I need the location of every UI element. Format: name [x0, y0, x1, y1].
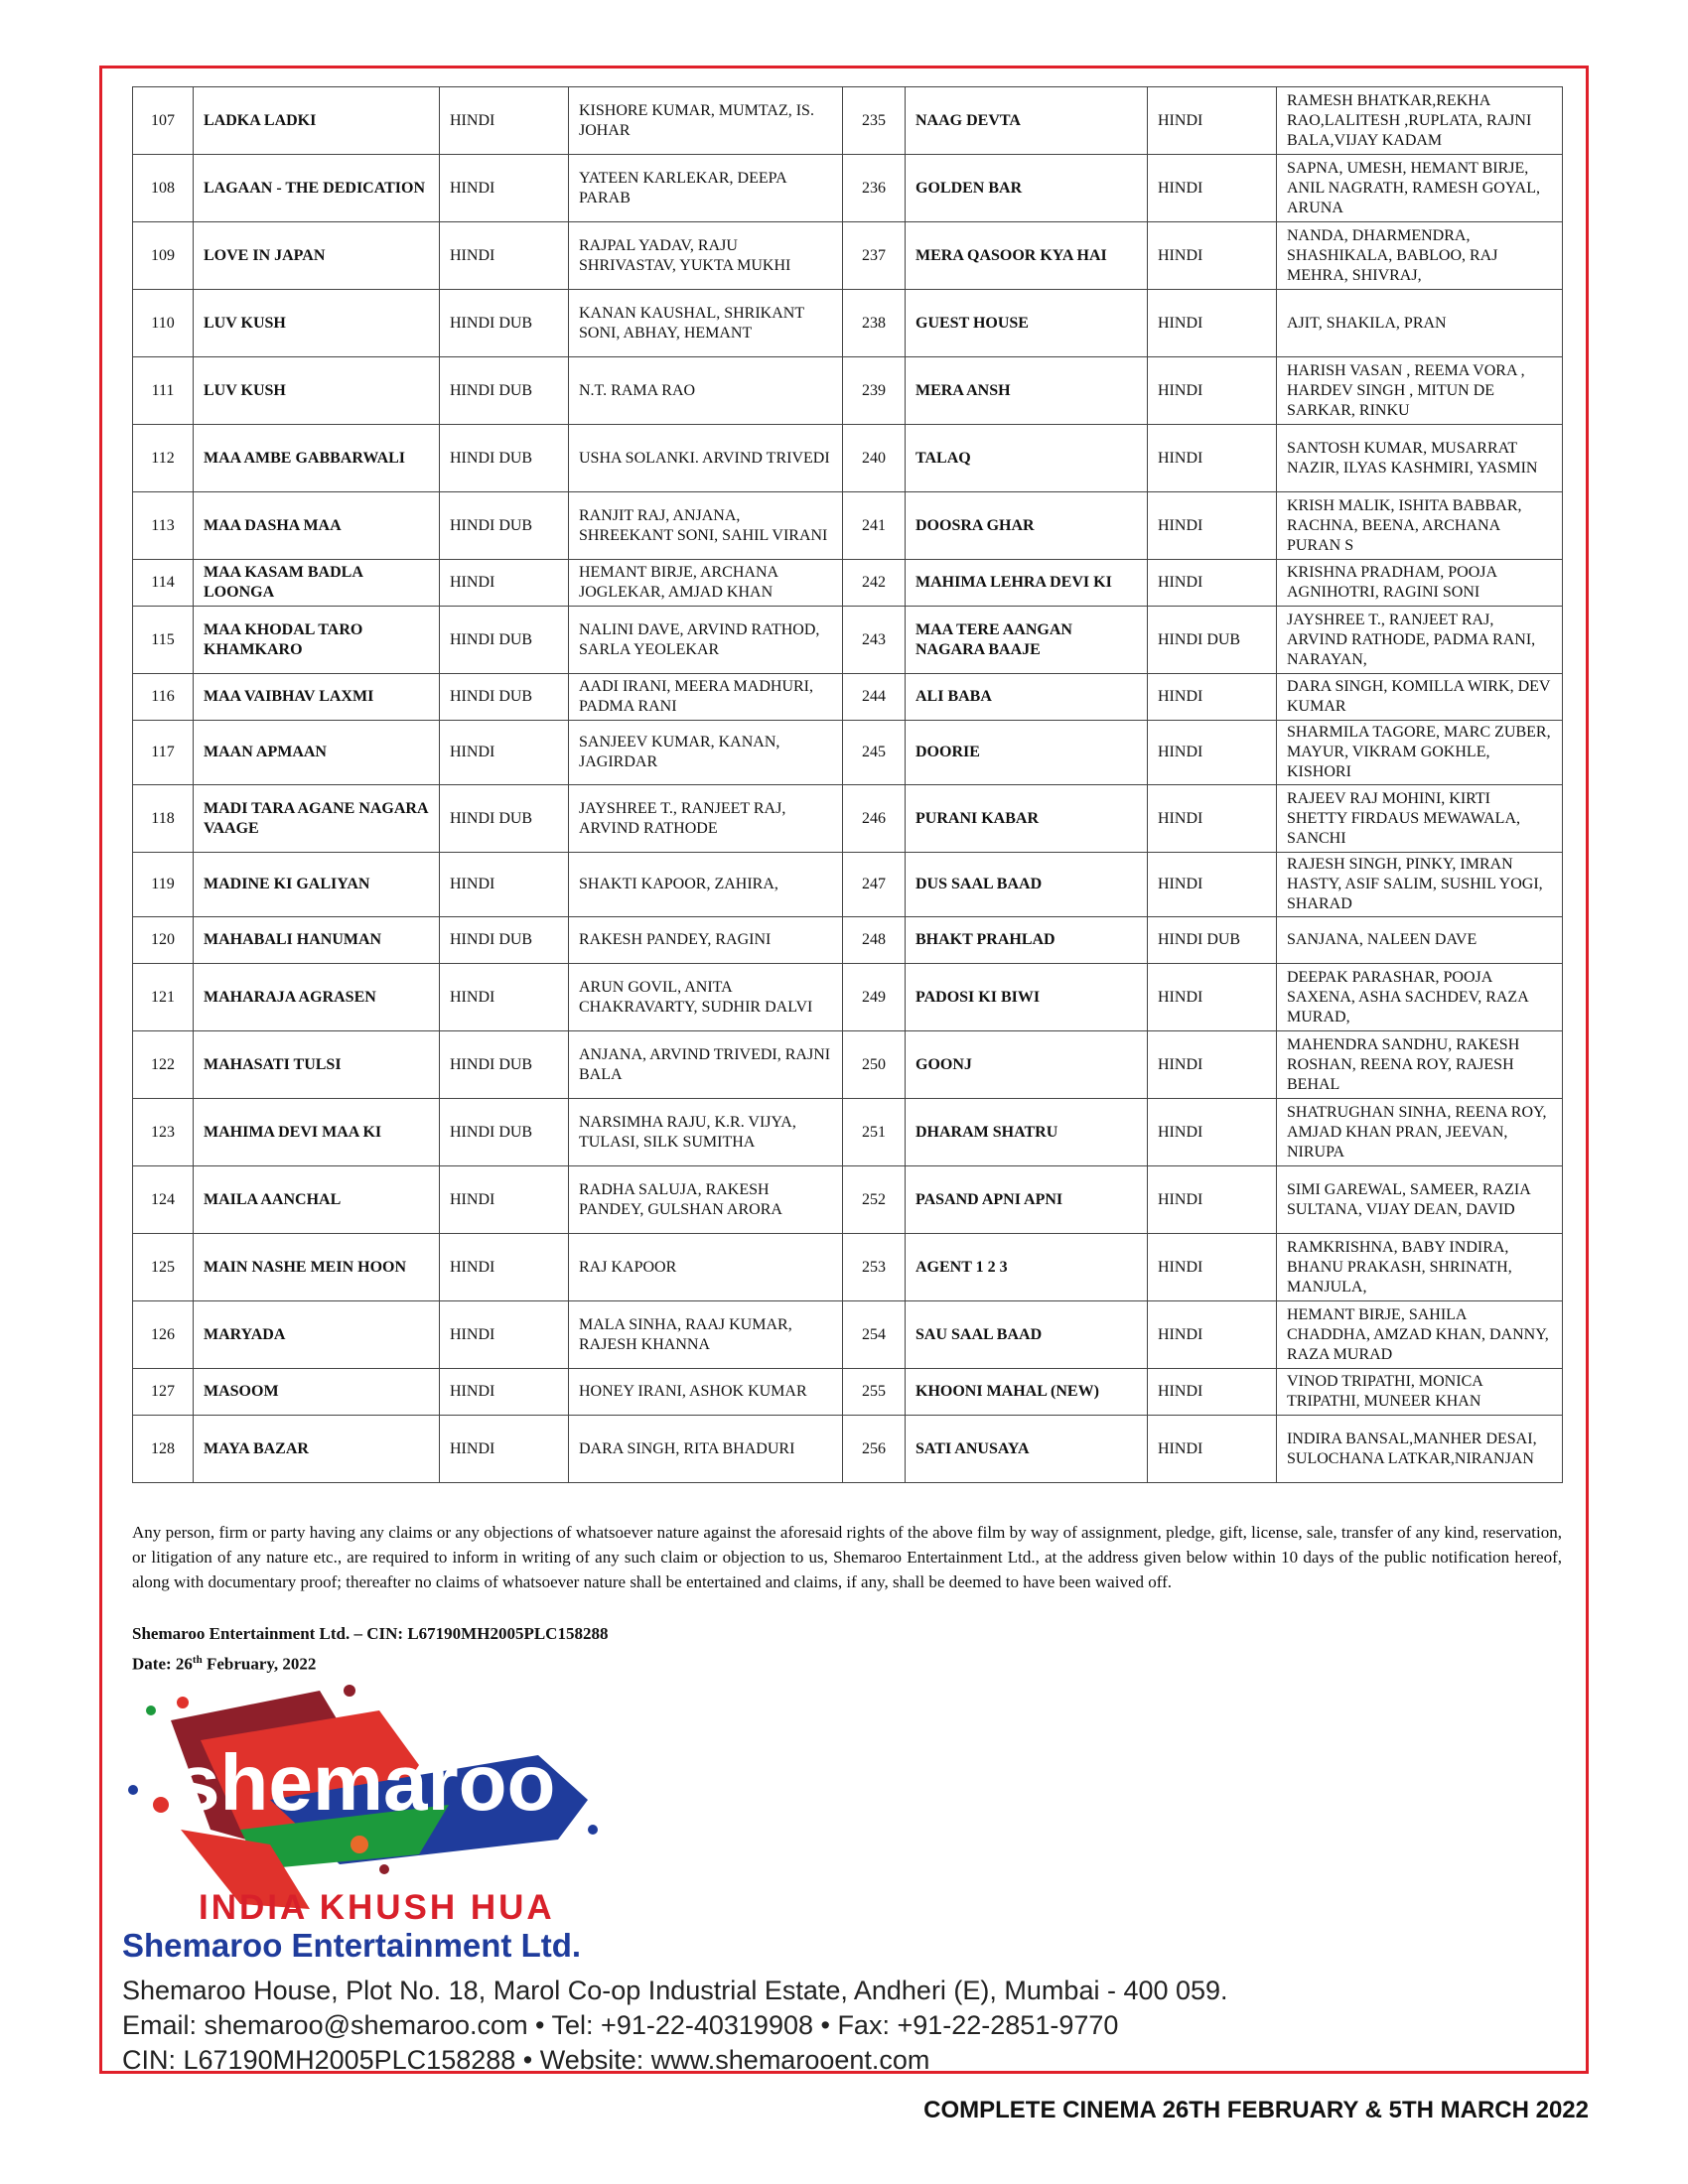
logo-dot: [153, 1797, 169, 1813]
claims-notice: Any person, firm or party having any claims or any objections of whatsoever nature against the aforesaid rights of the above film by way of assignment, pledge, gift, license, sale, transfer of any kind, reservation, or litigation of any nature etc., are required to inform in writing of any such claim or objection to us, Shemaroo Entertainment Ltd., at the address given below within 10 days of the public notification hereof, along with documentary proof; thereafter no claims of whatsoever nature shall be entertained and claims, if any, shall be deemed to have been waived off.: [132, 1523, 1562, 1591]
film-cast: DEEPAK PARASHAR, POOJA SAXENA, ASHA SACHDEV, RAZA MURAD,: [1277, 964, 1563, 1031]
table-row: [133, 674, 1563, 721]
film-number: 244: [843, 674, 906, 721]
film-number: 114: [133, 560, 194, 607]
film-cast: JAYSHREE T., RANJEET RAJ, ARVIND RATHODE: [569, 785, 843, 853]
table-row: [133, 917, 1563, 964]
film-cast: JAYSHREE T., RANJEET RAJ, ARVIND RATHODE, PADMA RANI, NARAYAN,: [1277, 607, 1563, 674]
film-title: SATI ANUSAYA: [906, 1416, 1148, 1483]
film-number: 126: [133, 1301, 194, 1369]
film-title: DHARAM SHATRU: [906, 1099, 1148, 1166]
film-title: LAGAAN - THE DEDICATION: [194, 155, 440, 222]
film-number: 110: [133, 290, 194, 357]
film-cast: HARISH VASAN , REEMA VORA , HARDEV SINGH , MITUN DE SARKAR, RINKU: [1277, 357, 1563, 425]
film-number: 118: [133, 785, 194, 853]
film-language: HINDI DUB: [440, 674, 569, 721]
film-cast: SANJANA, NALEEN DAVE: [1277, 917, 1563, 964]
table-row: [133, 87, 1563, 155]
film-title: MAHABALI HANUMAN: [194, 917, 440, 964]
film-title: MAILA AANCHAL: [194, 1166, 440, 1234]
film-language: HINDI: [440, 1301, 569, 1369]
film-cast: RAKESH PANDEY, RAGINI: [569, 917, 843, 964]
film-number: 119: [133, 853, 194, 917]
film-number: 255: [843, 1369, 906, 1416]
film-language: HINDI: [440, 222, 569, 290]
table-row: [133, 222, 1563, 290]
film-language: HINDI: [1148, 1166, 1277, 1234]
film-title: MAHARAJA AGRASEN: [194, 964, 440, 1031]
film-title: MAA VAIBHAV LAXMI: [194, 674, 440, 721]
film-language: HINDI DUB: [1148, 607, 1277, 674]
film-number: 240: [843, 425, 906, 492]
notice-date: Date: 26th February, 2022: [132, 1654, 317, 1674]
film-cast: RAJ KAPOOR: [569, 1234, 843, 1301]
film-cast: ARUN GOVIL, ANITA CHAKRAVARTY, SUDHIR DALVI: [569, 964, 843, 1031]
table-row: [133, 290, 1563, 357]
film-number: 254: [843, 1301, 906, 1369]
film-number: 252: [843, 1166, 906, 1234]
film-title: LUV KUSH: [194, 290, 440, 357]
film-title: GOONJ: [906, 1031, 1148, 1099]
film-cast: RAJEEV RAJ MOHINI, KIRTI SHETTY FIRDAUS MEWAWALA, SANCHI: [1277, 785, 1563, 853]
film-title: LOVE IN JAPAN: [194, 222, 440, 290]
table-row: [133, 425, 1563, 492]
table-row: [133, 560, 1563, 607]
film-number: 109: [133, 222, 194, 290]
film-number: 128: [133, 1416, 194, 1483]
logo-dot: [177, 1697, 189, 1708]
film-number: 248: [843, 917, 906, 964]
film-cast: AJIT, SHAKILA, PRAN: [1277, 290, 1563, 357]
film-language: HINDI DUB: [440, 1031, 569, 1099]
film-language: HINDI: [440, 155, 569, 222]
film-number: 125: [133, 1234, 194, 1301]
film-title: DOOSRA GHAR: [906, 492, 1148, 560]
film-language: HINDI: [1148, 1234, 1277, 1301]
film-title: KHOONI MAHAL (NEW): [906, 1369, 1148, 1416]
film-cast: YATEEN KARLEKAR, DEEPA PARAB: [569, 155, 843, 222]
film-cast: NANDA, DHARMENDRA, SHASHIKALA, BABLOO, RAJ MEHRA, SHIVRAJ,: [1277, 222, 1563, 290]
film-number: 121: [133, 964, 194, 1031]
film-language: HINDI: [440, 87, 569, 155]
company-address: Shemaroo House, Plot No. 18, Marol Co-op Industrial Estate, Andheri (E), Mumbai - 400 059.: [122, 1976, 1228, 2005]
film-title: MAA DASHA MAA: [194, 492, 440, 560]
film-language: HINDI: [440, 721, 569, 785]
film-title: ALI BABA: [906, 674, 1148, 721]
film-title: SAU SAAL BAAD: [906, 1301, 1148, 1369]
film-cast: RANJIT RAJ, ANJANA, SHREEKANT SONI, SAHIL VIRANI: [569, 492, 843, 560]
film-cast: SHAKTI KAPOOR, ZAHIRA,: [569, 853, 843, 917]
film-cast: RADHA SALUJA, RAKESH PANDEY, GULSHAN ARORA: [569, 1166, 843, 1234]
film-title: MADI TARA AGANE NAGARA VAAGE: [194, 785, 440, 853]
film-language: HINDI DUB: [440, 917, 569, 964]
film-language: HINDI: [1148, 964, 1277, 1031]
film-cast: RAJESH SINGH, PINKY, IMRAN HASTY, ASIF SALIM, SUSHIL YOGI, SHARAD: [1277, 853, 1563, 917]
logo-dot: [146, 1706, 156, 1715]
publication-footer: COMPLETE CINEMA 26TH FEBRUARY & 5TH MARCH 2022: [923, 2097, 1589, 2123]
film-number: 247: [843, 853, 906, 917]
film-cast: KRISHNA PRADHAM, POOJA AGNIHOTRI, RAGINI SONI: [1277, 560, 1563, 607]
film-title: AGENT 1 2 3: [906, 1234, 1148, 1301]
table-row: [133, 964, 1563, 1031]
film-language: HINDI: [440, 1416, 569, 1483]
table-row: [133, 607, 1563, 674]
film-cast: VINOD TRIPATHI, MONICA TRIPATHI, MUNEER KHAN: [1277, 1369, 1563, 1416]
film-title: LUV KUSH: [194, 357, 440, 425]
film-language: HINDI: [1148, 785, 1277, 853]
table-row: [133, 1031, 1563, 1099]
table-row: [133, 1166, 1563, 1234]
film-title: TALAQ: [906, 425, 1148, 492]
film-cast: USHA SOLANKI. ARVIND TRIVEDI: [569, 425, 843, 492]
film-cast: SANJEEV KUMAR, KANAN, JAGIRDAR: [569, 721, 843, 785]
film-number: 124: [133, 1166, 194, 1234]
film-language: HINDI: [1148, 560, 1277, 607]
film-title: MAHASATI TULSI: [194, 1031, 440, 1099]
film-language: HINDI: [440, 853, 569, 917]
film-cast: HEMANT BIRJE, SAHILA CHADDHA, AMZAD KHAN, DANNY, RAZA MURAD: [1277, 1301, 1563, 1369]
film-cast: KANAN KAUSHAL, SHRIKANT SONI, ABHAY, HEMANT: [569, 290, 843, 357]
film-title: MAA AMBE GABBARWALI: [194, 425, 440, 492]
film-cast: RAJPAL YADAV, RAJU SHRIVASTAV, YUKTA MUKHI: [569, 222, 843, 290]
film-number: 108: [133, 155, 194, 222]
film-language: HINDI DUB: [440, 492, 569, 560]
film-number: 112: [133, 425, 194, 492]
film-cast: HEMANT BIRJE, ARCHANA JOGLEKAR, AMJAD KHAN: [569, 560, 843, 607]
film-title: DOORIE: [906, 721, 1148, 785]
logo-dot: [344, 1685, 355, 1697]
film-cast: N.T. RAMA RAO: [569, 357, 843, 425]
film-cast: SAPNA, UMESH, HEMANT BIRJE, ANIL NAGRATH, RAMESH GOYAL, ARUNA: [1277, 155, 1563, 222]
logo-dot: [351, 1836, 368, 1853]
film-language: HINDI: [440, 560, 569, 607]
film-title: PURANI KABAR: [906, 785, 1148, 853]
film-number: 236: [843, 155, 906, 222]
film-language: HINDI: [1148, 1099, 1277, 1166]
film-number: 249: [843, 964, 906, 1031]
company-name: Shemaroo Entertainment Ltd.: [122, 1927, 582, 1964]
film-language: HINDI: [1148, 492, 1277, 560]
table-row: [133, 1099, 1563, 1166]
film-language: HINDI: [1148, 222, 1277, 290]
film-number: 237: [843, 222, 906, 290]
film-title: MAHIMA LEHRA DEVI KI: [906, 560, 1148, 607]
film-cast: ANJANA, ARVIND TRIVEDI, RAJNI BALA: [569, 1031, 843, 1099]
film-cast: SHATRUGHAN SINHA, REENA ROY, AMJAD KHAN PRAN, JEEVAN, NIRUPA: [1277, 1099, 1563, 1166]
film-number: 122: [133, 1031, 194, 1099]
table-row: [133, 1369, 1563, 1416]
film-title: NAAG DEVTA: [906, 87, 1148, 155]
film-number: 253: [843, 1234, 906, 1301]
table-row: [133, 785, 1563, 853]
notice-cin: Shemaroo Entertainment Ltd. – CIN: L67190MH2005PLC158288: [132, 1624, 609, 1643]
table-row: [133, 853, 1563, 917]
film-number: 235: [843, 87, 906, 155]
film-language: HINDI DUB: [440, 785, 569, 853]
film-number: 241: [843, 492, 906, 560]
table-row: [133, 1234, 1563, 1301]
film-language: HINDI: [1148, 290, 1277, 357]
film-cast: RAMESH BHATKAR,REKHA RAO,LALITESH ,RUPLATA, RAJNI BALA,VIJAY KADAM: [1277, 87, 1563, 155]
film-number: 243: [843, 607, 906, 674]
film-language: HINDI: [1148, 674, 1277, 721]
film-title: MAAN APMAAN: [194, 721, 440, 785]
table-row: [133, 155, 1563, 222]
film-title: MADINE KI GALIYAN: [194, 853, 440, 917]
film-cast: NALINI DAVE, ARVIND RATHOD, SARLA YEOLEKAR: [569, 607, 843, 674]
film-number: 107: [133, 87, 194, 155]
film-language: HINDI: [1148, 155, 1277, 222]
film-cast: SHARMILA TAGORE, MARC ZUBER, MAYUR, VIKRAM GOKHLE, KISHORI: [1277, 721, 1563, 785]
film-language: HINDI: [440, 1166, 569, 1234]
film-language: HINDI: [1148, 1416, 1277, 1483]
film-language: HINDI DUB: [440, 290, 569, 357]
film-language: HINDI: [1148, 721, 1277, 785]
film-language: HINDI: [440, 1369, 569, 1416]
film-number: 242: [843, 560, 906, 607]
logo-dot: [588, 1825, 598, 1835]
film-language: HINDI: [1148, 357, 1277, 425]
film-number: 123: [133, 1099, 194, 1166]
film-language: HINDI DUB: [440, 1099, 569, 1166]
film-language: HINDI: [1148, 87, 1277, 155]
film-title: MAA KHODAL TARO KHAMKARO: [194, 607, 440, 674]
film-title: LADKA LADKI: [194, 87, 440, 155]
table-row: [133, 1301, 1563, 1369]
film-title: MARYADA: [194, 1301, 440, 1369]
company-cin-website: CIN: L67190MH2005PLC158288 • Website: www.shemarooent.com: [122, 2045, 930, 2075]
film-cast: SIMI GAREWAL, SAMEER, RAZIA SULTANA, VIJAY DEAN, DAVID: [1277, 1166, 1563, 1234]
logo-dot: [379, 1864, 389, 1874]
table-row: [133, 357, 1563, 425]
film-cast: DARA SINGH, KOMILLA WIRK, DEV KUMAR: [1277, 674, 1563, 721]
logo-wordmark: shemaroo: [176, 1738, 556, 1827]
film-title: PASAND APNI APNI: [906, 1166, 1148, 1234]
film-title: MAHIMA DEVI MAA KI: [194, 1099, 440, 1166]
logo-dot: [128, 1785, 138, 1795]
film-number: 117: [133, 721, 194, 785]
film-number: 256: [843, 1416, 906, 1483]
film-title: DUS SAAL BAAD: [906, 853, 1148, 917]
film-language: HINDI: [440, 964, 569, 1031]
film-cast: KRISH MALIK, ISHITA BABBAR, RACHNA, BEENA, ARCHANA PURAN S: [1277, 492, 1563, 560]
film-title: MAYA BAZAR: [194, 1416, 440, 1483]
film-language: HINDI: [1148, 1031, 1277, 1099]
film-language: HINDI DUB: [1148, 917, 1277, 964]
film-number: 111: [133, 357, 194, 425]
film-number: 239: [843, 357, 906, 425]
film-cast: INDIRA BANSAL,MANHER DESAI, SULOCHANA LATKAR,NIRANJAN: [1277, 1416, 1563, 1483]
film-number: 116: [133, 674, 194, 721]
table-row: [133, 1416, 1563, 1483]
film-cast: AADI IRANI, MEERA MADHURI, PADMA RANI: [569, 674, 843, 721]
film-title: MAIN NASHE MEIN HOON: [194, 1234, 440, 1301]
film-title: GUEST HOUSE: [906, 290, 1148, 357]
table-row: [133, 492, 1563, 560]
film-title: MAA TERE AANGAN NAGARA BAAJE: [906, 607, 1148, 674]
film-rights-table: [132, 86, 1563, 1483]
film-cast: SANTOSH KUMAR, MUSARRAT NAZIR, ILYAS KASHMIRI, YASMIN: [1277, 425, 1563, 492]
film-number: 113: [133, 492, 194, 560]
film-number: 127: [133, 1369, 194, 1416]
film-language: HINDI: [440, 1234, 569, 1301]
film-language: HINDI DUB: [440, 357, 569, 425]
film-language: HINDI: [1148, 425, 1277, 492]
film-title: MAA KASAM BADLA LOONGA: [194, 560, 440, 607]
film-number: 238: [843, 290, 906, 357]
film-number: 250: [843, 1031, 906, 1099]
film-language: HINDI DUB: [440, 607, 569, 674]
film-title: MASOOM: [194, 1369, 440, 1416]
film-language: HINDI: [1148, 1369, 1277, 1416]
film-cast: MAHENDRA SANDHU, RAKESH ROSHAN, REENA ROY, RAJESH BEHAL: [1277, 1031, 1563, 1099]
brand-tagline: INDIA KHUSH HUA: [199, 1888, 555, 1927]
shemaroo-logo: [121, 1681, 608, 1919]
film-cast: HONEY IRANI, ASHOK KUMAR: [569, 1369, 843, 1416]
film-language: HINDI: [1148, 853, 1277, 917]
film-cast: KISHORE KUMAR, MUMTAZ, IS. JOHAR: [569, 87, 843, 155]
film-number: 245: [843, 721, 906, 785]
film-title: BHAKT PRAHLAD: [906, 917, 1148, 964]
film-cast: NARSIMHA RAJU, K.R. VIJYA, TULASI, SILK SUMITHA: [569, 1099, 843, 1166]
film-number: 120: [133, 917, 194, 964]
film-number: 115: [133, 607, 194, 674]
film-cast: MALA SINHA, RAAJ KUMAR, RAJESH KHANNA: [569, 1301, 843, 1369]
film-title: MERA QASOOR KYA HAI: [906, 222, 1148, 290]
film-language: HINDI DUB: [440, 425, 569, 492]
film-title: GOLDEN BAR: [906, 155, 1148, 222]
film-number: 251: [843, 1099, 906, 1166]
film-cast: DARA SINGH, RITA BHADURI: [569, 1416, 843, 1483]
film-title: MERA ANSH: [906, 357, 1148, 425]
film-title: PADOSI KI BIWI: [906, 964, 1148, 1031]
film-language: HINDI: [1148, 1301, 1277, 1369]
film-number: 246: [843, 785, 906, 853]
company-contacts: Email: shemaroo@shemaroo.com • Tel: +91-22-40319908 • Fax: +91-22-2851-9770: [122, 2010, 1119, 2040]
film-cast: RAMKRISHNA, BABY INDIRA, BHANU PRAKASH, SHRINATH, MANJULA,: [1277, 1234, 1563, 1301]
table-row: [133, 721, 1563, 785]
